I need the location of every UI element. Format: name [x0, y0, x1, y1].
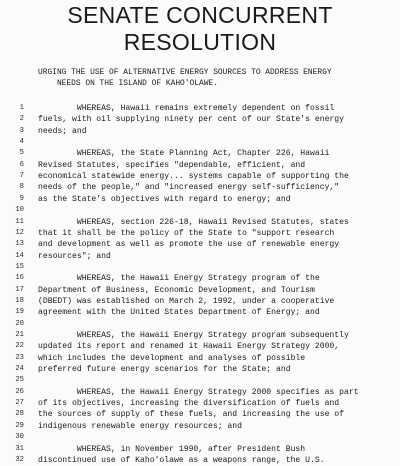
line-text: Department of Business, Economic Development, and Tourism [38, 285, 315, 295]
document-line [0, 285, 400, 296]
line-number: 18 [15, 296, 24, 305]
line-number: 14 [15, 251, 24, 260]
line-number: 8 [19, 183, 24, 192]
document-line [0, 444, 400, 455]
line-number: 3 [19, 126, 24, 135]
line-number: 7 [19, 172, 24, 181]
document-line [0, 421, 400, 432]
line-number: 30 [15, 433, 24, 442]
line-text: WHEREAS, the Hawaii Energy Strategy program subsequently [38, 331, 349, 340]
document-line [0, 353, 400, 364]
line-text: the sources of supply of these fuels, and increasing the use of [38, 410, 344, 420]
line-text: as the State's objectives with regard to energy; and [38, 194, 291, 204]
document-title-line-2: RESOLUTION [123, 29, 277, 55]
document-line [0, 239, 400, 250]
line-number: 10 [15, 206, 24, 215]
document-line [0, 341, 400, 352]
line-text: and development as well as promote the use of renewable energy [38, 240, 340, 250]
line-text: WHEREAS, the Hawaii Energy Strategy program of the [38, 274, 320, 284]
line-number: 31 [15, 444, 24, 453]
line-number: 9 [19, 194, 24, 203]
line-text: needs; and [38, 126, 87, 136]
line-text: fuels, with oil supplying ninety per cent of our State's energy [38, 115, 344, 125]
line-number: 23 [15, 353, 24, 362]
topic-line: URGING THE USE OF ALTERNATIVE ENERGY SOURCES TO ADDRESS ENERGY [38, 68, 332, 77]
line-text: resources"; and [38, 251, 111, 261]
line-text: agreement with the United States Department of Energy; and [38, 308, 320, 318]
line-text: indigenous renewable energy resources; and [38, 421, 242, 431]
line-text: updated its report and renamed it Hawaii Energy Strategy 2000, [38, 342, 340, 352]
line-text: WHEREAS, section 226-18, Hawaii Revised Statutes, states [38, 217, 349, 227]
document-line [0, 409, 400, 420]
line-number: 32 [15, 455, 24, 464]
line-text: of its objectives, increasing the diversification of fuels and [38, 399, 340, 409]
line-number: 2 [19, 115, 24, 124]
document-title-line-1: SENATE CONCURRENT [67, 2, 333, 28]
line-text: that it shall be the policy of the State to "support research [38, 228, 335, 238]
line-number: 29 [15, 421, 24, 430]
line-number: 11 [15, 217, 24, 226]
line-number: 22 [15, 342, 24, 351]
line-text: WHEREAS, in November 1990, after President Bush [38, 444, 306, 454]
line-number: 13 [15, 240, 24, 249]
document-line [0, 103, 400, 114]
document-line [0, 182, 400, 193]
document-line [0, 364, 400, 375]
line-text: preferred future energy scenarios for the State; and [38, 365, 291, 375]
line-text: needs of the people," and "increased energy self-sufficiency," [38, 183, 340, 193]
document-line [0, 432, 400, 443]
document-line [0, 375, 400, 386]
document-line [0, 137, 400, 148]
document-line [0, 148, 400, 159]
line-text: which includes the development and analyses of possible [38, 353, 306, 363]
line-number: 1 [19, 104, 24, 112]
document-line [0, 387, 400, 398]
document-line [0, 217, 400, 228]
line-text: Revised Statutes, specifies "dependable, efficient, and [38, 160, 306, 170]
line-number: 17 [15, 285, 24, 294]
line-text: WHEREAS, Hawaii remains extremely dependent on fossil [38, 104, 335, 113]
line-number: 5 [19, 149, 24, 158]
document-line [0, 228, 400, 239]
document-line [0, 126, 400, 137]
line-number: 27 [15, 399, 24, 408]
line-number: 4 [19, 138, 24, 147]
line-number: 26 [15, 387, 24, 396]
line-text: economical statewide energy... systems capable of supporting the [38, 172, 349, 182]
line-text: WHEREAS, the State Planning Act, Chapter 226, Hawaii [38, 149, 330, 159]
document-line [0, 296, 400, 307]
line-number: 25 [15, 376, 24, 385]
document-line [0, 194, 400, 205]
line-number: 24 [15, 365, 24, 374]
document-line [0, 251, 400, 262]
document-line [0, 114, 400, 125]
document-line [0, 455, 400, 466]
document-line [0, 273, 400, 284]
line-text: WHEREAS, the Hawaii Energy Strategy 2000 specifies as part [38, 387, 359, 397]
line-number: 21 [15, 331, 24, 339]
line-number: 19 [15, 308, 24, 317]
document-line [0, 307, 400, 318]
document-line [0, 205, 400, 216]
document-line [0, 160, 400, 171]
topic-line: NEEDS ON THE ISLAND OF KAHO'OLAWE. [38, 79, 218, 88]
document-line [0, 319, 400, 330]
document-line [0, 330, 400, 341]
document-line [0, 262, 400, 273]
line-text: discontinued use of Kaho'olawe as a weapons range, the U.S. [38, 455, 325, 465]
document-line [0, 171, 400, 182]
line-number: 20 [15, 319, 24, 328]
line-text: (DBEDT) was established on March 2, 1992, under a cooperative [38, 296, 335, 306]
line-number: 16 [15, 274, 24, 283]
line-number: 28 [15, 410, 24, 419]
line-number: 15 [15, 262, 24, 271]
line-number: 12 [15, 228, 24, 237]
line-number: 6 [19, 160, 24, 169]
